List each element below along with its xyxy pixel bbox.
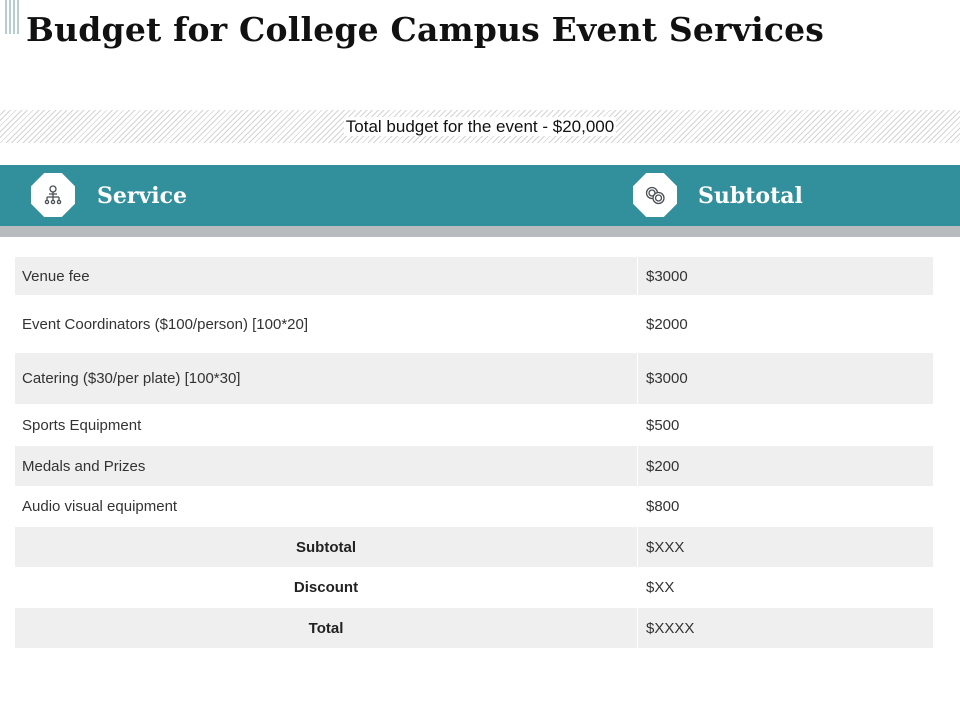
amount-cell: $3000 bbox=[638, 353, 933, 404]
table-row bbox=[15, 446, 933, 486]
service-cell: Venue fee bbox=[15, 257, 637, 295]
subtotal-label: Subtotal bbox=[15, 527, 637, 567]
amount-cell: $500 bbox=[646, 416, 680, 434]
budget-table bbox=[15, 257, 933, 648]
service-cell: Event Coordinators ($100/person) [100*20] bbox=[22, 315, 309, 333]
total-amount: $XXXX bbox=[638, 608, 933, 648]
subtotal-row bbox=[15, 527, 933, 567]
subtotal-amount: $XXX bbox=[638, 527, 933, 567]
service-cell: Medals and Prizes bbox=[15, 446, 637, 486]
table-header-shadow bbox=[0, 226, 960, 237]
service-column-header: Service bbox=[97, 183, 188, 209]
discount-amount: $XX bbox=[646, 579, 675, 596]
total-label: Total bbox=[15, 608, 637, 648]
subtotal-column-header: Subtotal bbox=[698, 183, 803, 209]
service-cell: Catering ($30/per plate) [100*30] bbox=[15, 353, 637, 404]
service-cell: Audio visual equipment bbox=[22, 498, 178, 515]
discount-label: Discount bbox=[293, 579, 359, 596]
team-hierarchy-icon bbox=[31, 173, 75, 217]
decorative-lines bbox=[4, 0, 24, 34]
amount-cell: $200 bbox=[638, 446, 933, 486]
table-row bbox=[15, 257, 933, 295]
table-row bbox=[15, 486, 933, 527]
amount-cell: $800 bbox=[646, 498, 680, 515]
table-row bbox=[15, 295, 933, 353]
budget-banner bbox=[0, 110, 960, 143]
service-cell: Sports Equipment bbox=[22, 416, 142, 434]
discount-row bbox=[15, 567, 933, 608]
amount-cell: $3000 bbox=[638, 257, 933, 295]
table-row bbox=[15, 404, 933, 446]
page-title: Budget for College Campus Event Services bbox=[26, 10, 825, 49]
budget-banner-text: Total budget for the event - $20,000 bbox=[345, 117, 615, 136]
total-row bbox=[15, 608, 933, 648]
table-row bbox=[15, 353, 933, 404]
amount-cell: $2000 bbox=[646, 315, 688, 333]
